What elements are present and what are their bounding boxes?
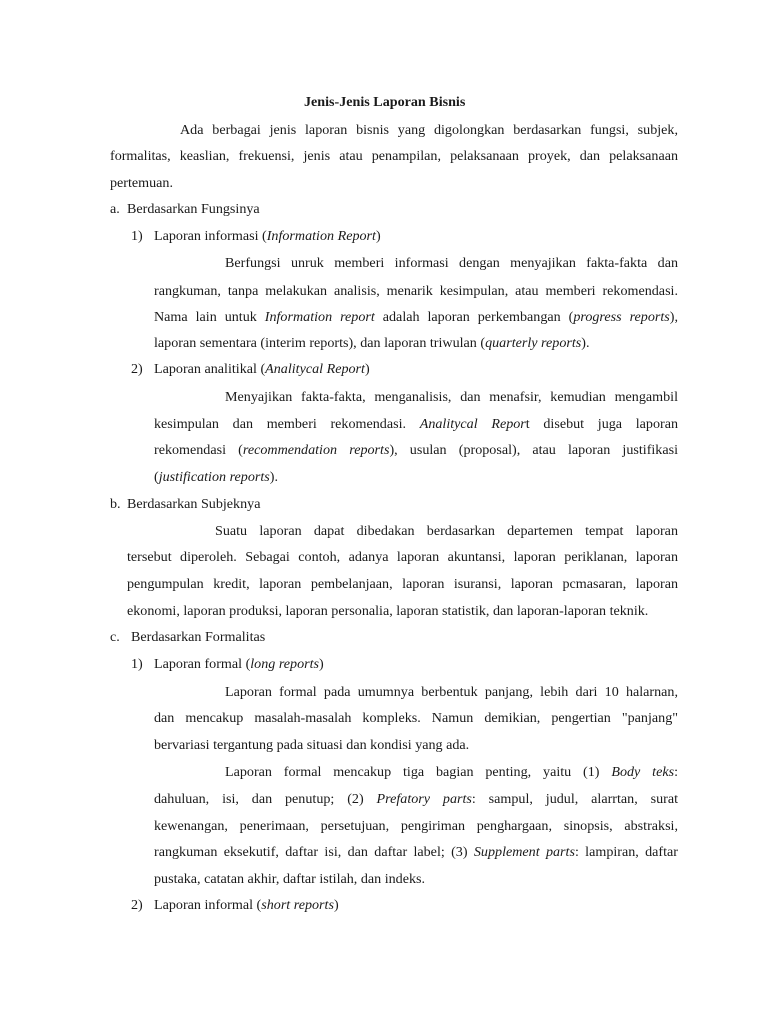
section-b-heading: Berdasarkan Subjeknya (127, 496, 261, 512)
item-a1-heading: Laporan informasi (Information Report) (154, 228, 381, 244)
section-b-line-3: pengumpulan kredit, laporan pembelanjaan, laporan isuransi, laporan pcmasaran, laporan (127, 576, 678, 592)
intro-line-2: formalitas, keaslian, frekuensi, jenis atau penampilan, pelaksanaan proyek, dan pelaksanaan (110, 148, 678, 164)
section-b-line-1: Suatu laporan dapat dibedakan berdasarkan departemen tempat laporan (215, 523, 678, 539)
section-c-marker: c. (110, 629, 120, 645)
item-a1-marker: 1) (131, 228, 143, 244)
item-a2-line-4: (justification reports). (154, 469, 278, 485)
section-a-marker: a. (110, 201, 120, 217)
item-a1-line-4: laporan sementara (interim reports), dan laporan triwulan (quarterly reports). (154, 335, 590, 351)
item-a2-line-3: rekomendasi (recommendation reports), usulan (proposal), atau laporan justifikasi (154, 442, 679, 458)
item-a2-line-1: Menyajikan fakta-fakta, menganalisis, dan menafsir, kemudian mengambil (225, 389, 678, 405)
section-b-line-4: ekonomi, laporan produksi, laporan personalia, laporan statistik, dan laporan-laporan teknik. (127, 603, 649, 619)
item-a2-line-2: kesimpulan dan memberi rekomendasi. Analitycal Report disebut juga laporan (154, 416, 679, 432)
item-c1-heading: Laporan formal (long reports) (154, 656, 324, 672)
section-a-heading: Berdasarkan Fungsinya (127, 201, 260, 217)
item-c1-p2-line-1: Laporan formal mencakup tiga bagian penting, yaitu (1) Body teks: (225, 764, 678, 780)
item-a2-heading: Laporan analitikal (Analitycal Report) (154, 361, 370, 377)
item-a1-line-1: Berfungsi unruk memberi informasi dengan menyajikan fakta-fakta dan (225, 255, 678, 271)
page-title: Jenis-Jenis Laporan Bisnis (304, 94, 466, 110)
item-c1-p1-line-1: Laporan formal pada umumnya berbentuk panjang, lebih dari 10 halarnan, (225, 684, 678, 700)
item-c2-heading: Laporan informal (short reports) (154, 897, 339, 913)
item-c1-p1-line-2: dan mencakup masalah-masalah kompleks. Namun demikian, pengertian "panjang" (154, 710, 678, 726)
item-c1-p1-line-3: bervariasi tergantung pada situasi dan kondisi yang ada. (154, 737, 470, 753)
item-c1-p2-line-5: pustaka, catatan akhir, daftar istilah, dan indeks. (154, 871, 426, 887)
item-a2-marker: 2) (131, 361, 143, 377)
section-c-heading: Berdasarkan Formalitas (131, 629, 266, 645)
intro-line-1: Ada berbagai jenis laporan bisnis yang digolongkan berdasarkan fungsi, subjek, (180, 122, 678, 138)
item-a1-line-2: rangkuman, tanpa melakukan analisis, menarik kesimpulan, atau memberi rekomendasi. (154, 283, 678, 299)
intro-line-3: pertemuan. (110, 175, 174, 191)
section-b-marker: b. (110, 496, 121, 512)
item-c2-marker: 2) (131, 897, 143, 913)
item-c1-p2-line-4: rangkuman eksekutif, daftar isi, dan daftar label; (3) Supplement parts: lampiran, daftar (154, 844, 678, 860)
item-c1-p2-line-3: kewenangan, penerimaan, persetujuan, pengiriman penghargaan, sinopsis, abstraksi, (154, 818, 678, 834)
item-c1-p2-line-2: dahuluan, isi, dan penutup; (2) Prefatory parts: sampul, judul, alarrtan, surat (154, 791, 679, 807)
section-b-line-2: tersebut diperoleh. Sebagai contoh, adanya laporan akuntansi, laporan periklanan, laporan (127, 549, 678, 565)
item-c1-marker: 1) (131, 656, 143, 672)
item-a1-line-3: Nama lain untuk Information report adalah laporan perkembangan (progress reports), (154, 309, 678, 325)
